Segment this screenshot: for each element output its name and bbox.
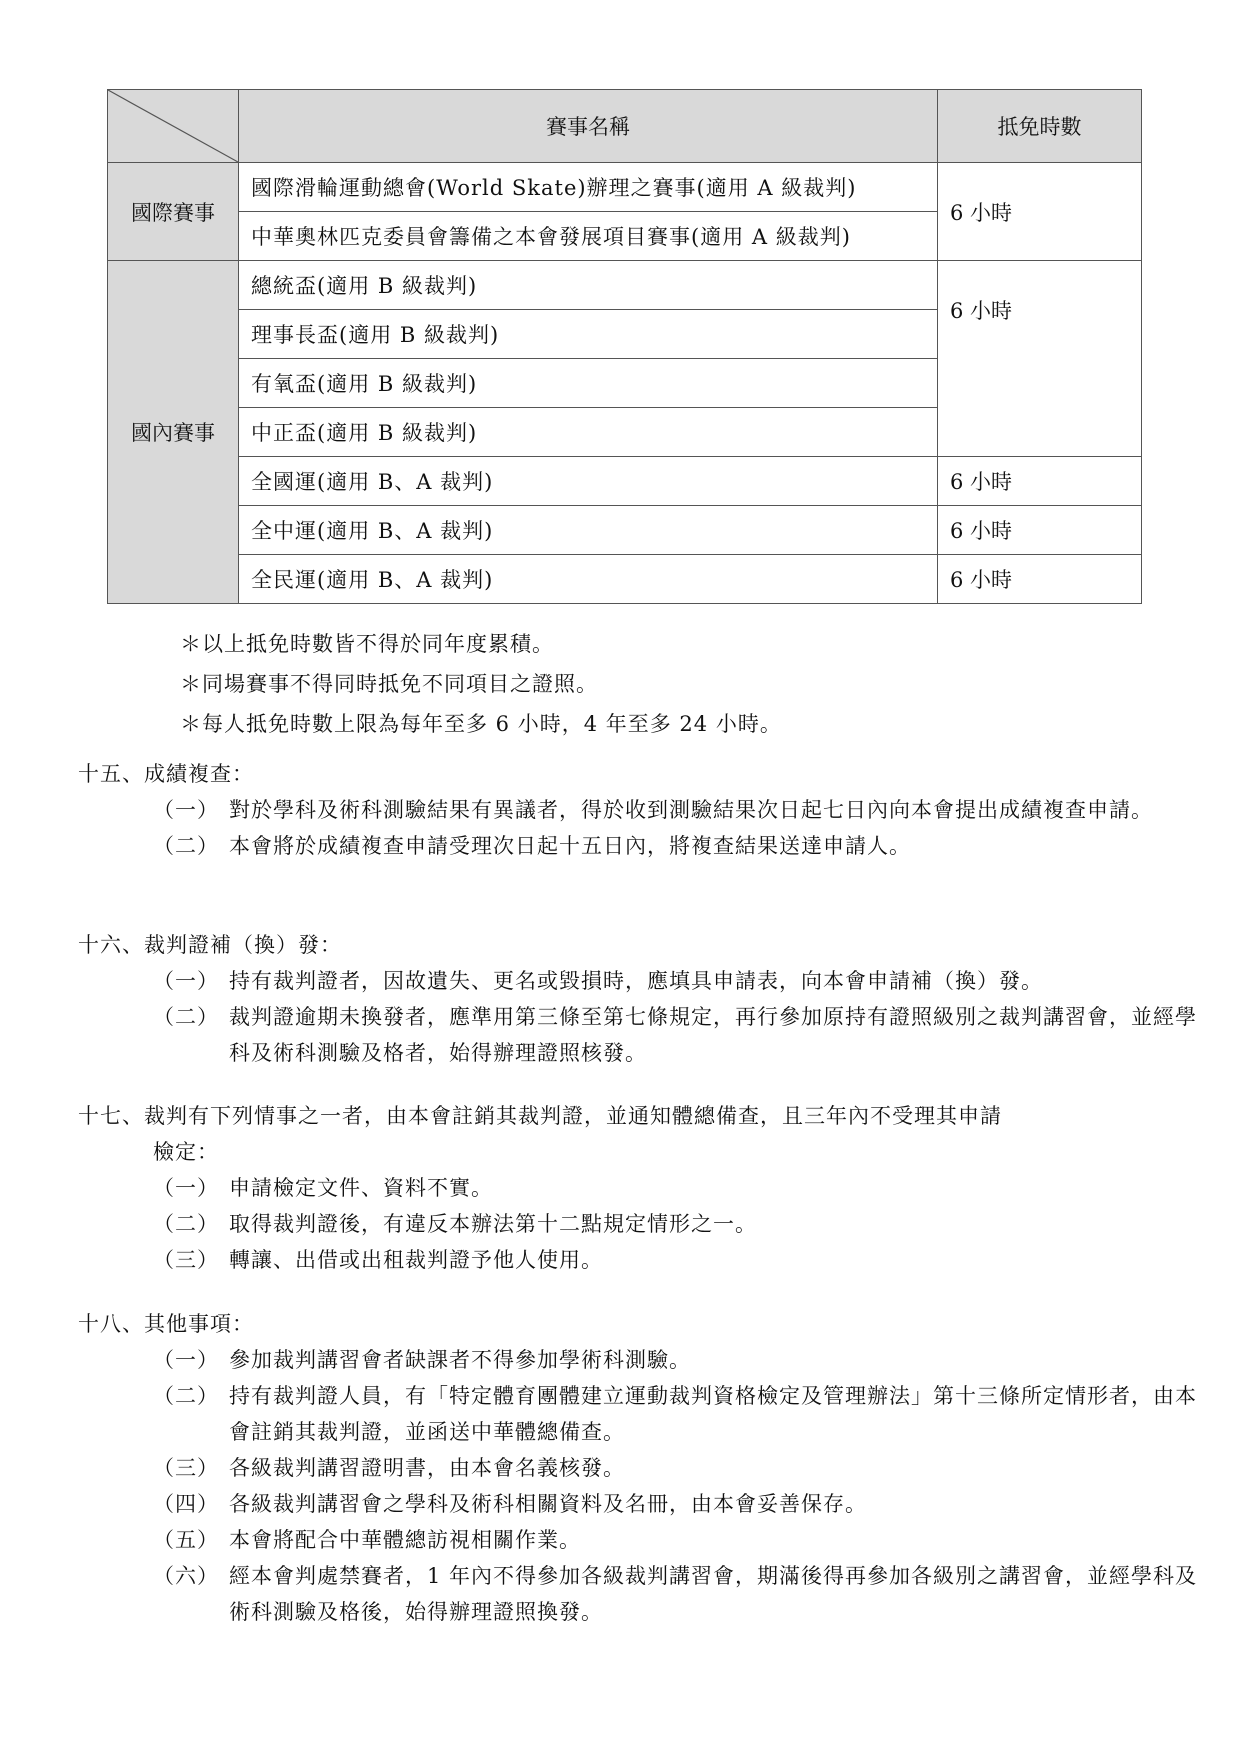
category-domestic: 國內賽事 — [108, 261, 239, 604]
list-item — [78, 1170, 1209, 1206]
table-row — [108, 457, 1142, 506]
item-text: 轉讓、出借或出租裁判證予他人使用。 — [229, 1248, 603, 1272]
section-heading: 十五、成績複查： — [78, 762, 254, 786]
hours-cell: 6 小時 — [938, 163, 1142, 261]
item-text: 本會將配合中華體總訪視相關作業。 — [229, 1528, 581, 1552]
hours-cell: 6 小時 — [938, 261, 1142, 457]
table-header-row — [108, 90, 1142, 163]
hours-cell: 6 小時 — [938, 555, 1142, 604]
deduction-hours-table — [107, 89, 1142, 604]
item-number: （二） — [153, 1005, 219, 1029]
item-text: 取得裁判證後，有違反本辦法第十二點規定情形之一。 — [229, 1212, 757, 1236]
item-text: 經本會判處禁賽者，1 年內不得參加各級裁判講習會，期滿後得再參加各級別之講習會，並經學科及術科測驗及格後，始得辦理證照換發。 — [229, 1564, 1198, 1624]
section-heading-continued: 檢定： — [153, 1140, 219, 1164]
item-number: （二） — [153, 1212, 219, 1236]
header-event-name: 賽事名稱 — [239, 90, 938, 163]
item-number: （一） — [153, 1348, 219, 1372]
section-15 — [78, 756, 1209, 864]
item-number: （一） — [153, 798, 219, 822]
item-text: 持有裁判證人員，有「特定體育團體建立運動裁判資格檢定及管理辦法」第十三條所定情形者，由本會註銷其裁判證，並函送中華體總備查。 — [229, 1384, 1197, 1444]
list-item — [78, 1342, 1209, 1378]
table-row — [108, 555, 1142, 604]
section-heading: 十八、其他事項： — [78, 1312, 254, 1336]
list-item — [78, 1558, 1209, 1630]
hours-cell: 6 小時 — [938, 457, 1142, 506]
item-text: 各級裁判講習證明書，由本會名義核發。 — [229, 1456, 625, 1480]
item-number: （一） — [153, 969, 219, 993]
item-text: 申請檢定文件、資料不實。 — [229, 1176, 493, 1200]
item-number: （三） — [153, 1248, 219, 1272]
item-number: （五） — [153, 1528, 219, 1552]
list-item — [78, 828, 1209, 864]
table-row — [108, 163, 1142, 212]
table-row — [108, 506, 1142, 555]
event-name: 有氧盃(適用 B 級裁判) — [239, 359, 938, 408]
item-number: （四） — [153, 1492, 219, 1516]
item-text: 各級裁判講習會之學科及術科相關資料及名冊，由本會妥善保存。 — [229, 1492, 867, 1516]
list-item — [78, 999, 1209, 1071]
section-heading: 十七、裁判有下列情事之一者，由本會註銷其裁判證，並通知體總備查，且三年內不受理其申請 — [78, 1104, 1002, 1128]
item-text: 本會將於成績複查申請受理次日起十五日內，將複查結果送達申請人。 — [229, 834, 911, 858]
list-item — [78, 1242, 1209, 1278]
header-deduction-hours: 抵免時數 — [938, 90, 1142, 163]
hours-cell: 6 小時 — [938, 506, 1142, 555]
section-heading: 十六、裁判證補（換）發： — [78, 933, 342, 957]
list-item — [78, 963, 1209, 999]
table-row — [108, 261, 1142, 310]
category-international: 國際賽事 — [108, 163, 239, 261]
item-text: 對於學科及術科測驗結果有異議者，得於收到測驗結果次日起七日內向本會提出成績複查申請。 — [229, 798, 1153, 822]
event-name: 總統盃(適用 B 級裁判) — [239, 261, 938, 310]
item-number: （六） — [153, 1564, 219, 1588]
event-name: 國際滑輪運動總會(World Skate)辦理之賽事(適用 A 級裁判) — [239, 163, 938, 212]
event-name: 中正盃(適用 B 級裁判) — [239, 408, 938, 457]
section-18 — [78, 1306, 1209, 1630]
list-item — [78, 1522, 1209, 1558]
list-item — [78, 1450, 1209, 1486]
item-text: 持有裁判證者，因故遺失、更名或毀損時，應填具申請表，向本會申請補（換）發。 — [229, 969, 1043, 993]
diagonal-line-icon — [108, 90, 238, 162]
list-item — [78, 1486, 1209, 1522]
item-text: 參加裁判講習會者缺課者不得參加學術科測驗。 — [229, 1348, 691, 1372]
event-name: 理事長盃(適用 B 級裁判) — [239, 310, 938, 359]
item-number: （三） — [153, 1456, 219, 1480]
note-line: ＊以上抵免時數皆不得於同年度累積。 — [180, 632, 554, 656]
table-notes — [180, 624, 782, 744]
list-item — [78, 1206, 1209, 1242]
list-item — [78, 1378, 1209, 1450]
note-line: ＊每人抵免時數上限為每年至多 6 小時，4 年至多 24 小時。 — [180, 712, 782, 736]
item-number: （二） — [153, 834, 219, 858]
event-name: 中華奧林匹克委員會籌備之本會發展項目賽事(適用 A 級裁判) — [239, 212, 938, 261]
section-16 — [78, 927, 1209, 1071]
event-name: 全民運(適用 B、A 裁判) — [239, 555, 938, 604]
section-17 — [78, 1098, 1209, 1278]
item-text: 裁判證逾期未換發者，應準用第三條至第七條規定，再行參加原持有證照級別之裁判講習會，並經學科及術科測驗及格者，始得辦理證照核發。 — [229, 1005, 1197, 1065]
diagonal-header-cell — [108, 90, 239, 163]
item-number: （一） — [153, 1176, 219, 1200]
list-item — [78, 792, 1209, 828]
event-name: 全中運(適用 B、A 裁判) — [239, 506, 938, 555]
item-number: （二） — [153, 1384, 219, 1408]
event-name: 全國運(適用 B、A 裁判) — [239, 457, 938, 506]
note-line: ＊同場賽事不得同時抵免不同項目之證照。 — [180, 672, 598, 696]
